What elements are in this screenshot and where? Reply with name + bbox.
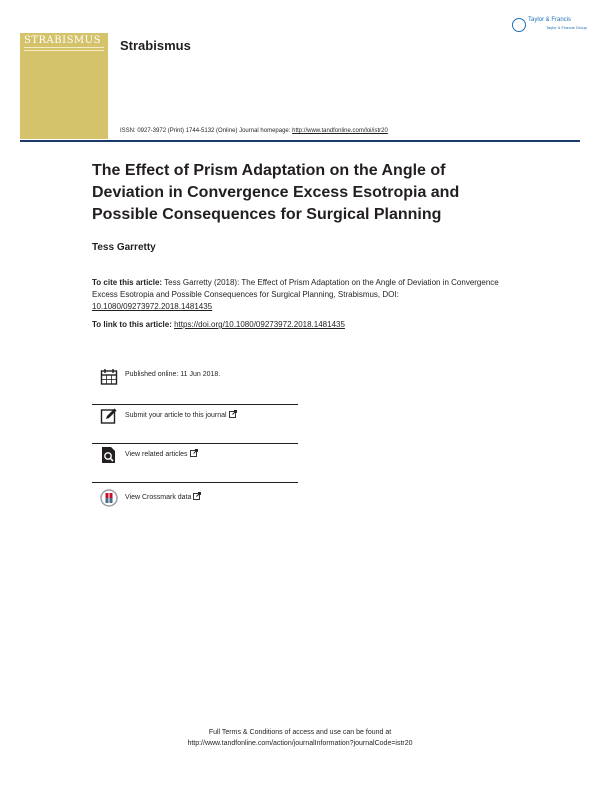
crossmark-label: View Crossmark data: [125, 494, 192, 501]
crossmark-link[interactable]: [125, 492, 201, 501]
publisher-logo: [512, 16, 587, 36]
journal-cover-image: [20, 33, 108, 139]
issn-text: ISSN: 0927-3972 (Print) 1744-5132 (Online) Journal homepage:: [120, 128, 293, 134]
cite-text: Tess Garretty (2018): The Effect of Prism Adaptation on the Angle of Deviation in Convergence Excess Esotropia and Possible Consequences for Surgical Planning, Strabismus, DOI:: [92, 278, 499, 299]
footer-line-1: Full Terms & Conditions of access and use can be found at: [208, 729, 392, 736]
article-title: The Effect of Prism Adaptation on the Angle of Deviation in Convergence Excess Esotropia and Possible Consequences for Surgical Planning: [92, 162, 460, 223]
related-articles-label: View related articles: [125, 451, 188, 458]
publisher-name: Taylor & Francis: [528, 17, 572, 23]
external-link-icon: [229, 410, 237, 418]
article-link-line: [92, 320, 345, 329]
submit-article-row[interactable]: [92, 407, 298, 444]
submit-article-link[interactable]: [125, 410, 237, 419]
publisher-subtitle: Taylor & Francis Group: [546, 25, 587, 30]
publisher-logo-icon: [512, 18, 526, 32]
external-link-icon: [193, 492, 201, 500]
article-doi-url[interactable]: https://doi.org/10.1080/09273972.2018.1481435: [174, 320, 345, 329]
edit-icon: [100, 407, 118, 425]
calendar-icon: [100, 368, 118, 386]
crossmark-icon: [100, 489, 118, 507]
citation-block: [92, 277, 512, 313]
cover-rule: [24, 50, 104, 51]
cover-rule: [24, 47, 104, 48]
external-link-icon: [190, 449, 198, 457]
submit-article-label: Submit your article to this journal: [125, 412, 227, 419]
terms-footer: [0, 727, 600, 749]
published-online-row: [92, 368, 298, 405]
link-label: To link to this article:: [92, 320, 175, 329]
related-articles-row[interactable]: [92, 446, 298, 483]
article-author: Tess Garretty: [92, 242, 156, 253]
related-articles-link[interactable]: [125, 449, 198, 458]
cover-title: STRABISMUS: [24, 35, 101, 46]
doi-link[interactable]: 10.1080/09273972.2018.1481435: [92, 302, 213, 311]
journal-name: Strabismus: [120, 38, 191, 53]
footer-url[interactable]: http://www.tandfonline.com/action/journalInformation?journalCode=istr20: [187, 740, 413, 747]
document-search-icon: [100, 446, 118, 464]
issn-line: [120, 128, 388, 134]
journal-homepage-link[interactable]: http://www.tandfonline.com/loi/istr20: [292, 128, 388, 134]
published-online-label: Published online: 11 Jun 2018.: [125, 371, 221, 378]
cite-label: To cite this article:: [92, 278, 163, 287]
crossmark-row[interactable]: [92, 489, 298, 525]
header-divider: [20, 140, 580, 142]
